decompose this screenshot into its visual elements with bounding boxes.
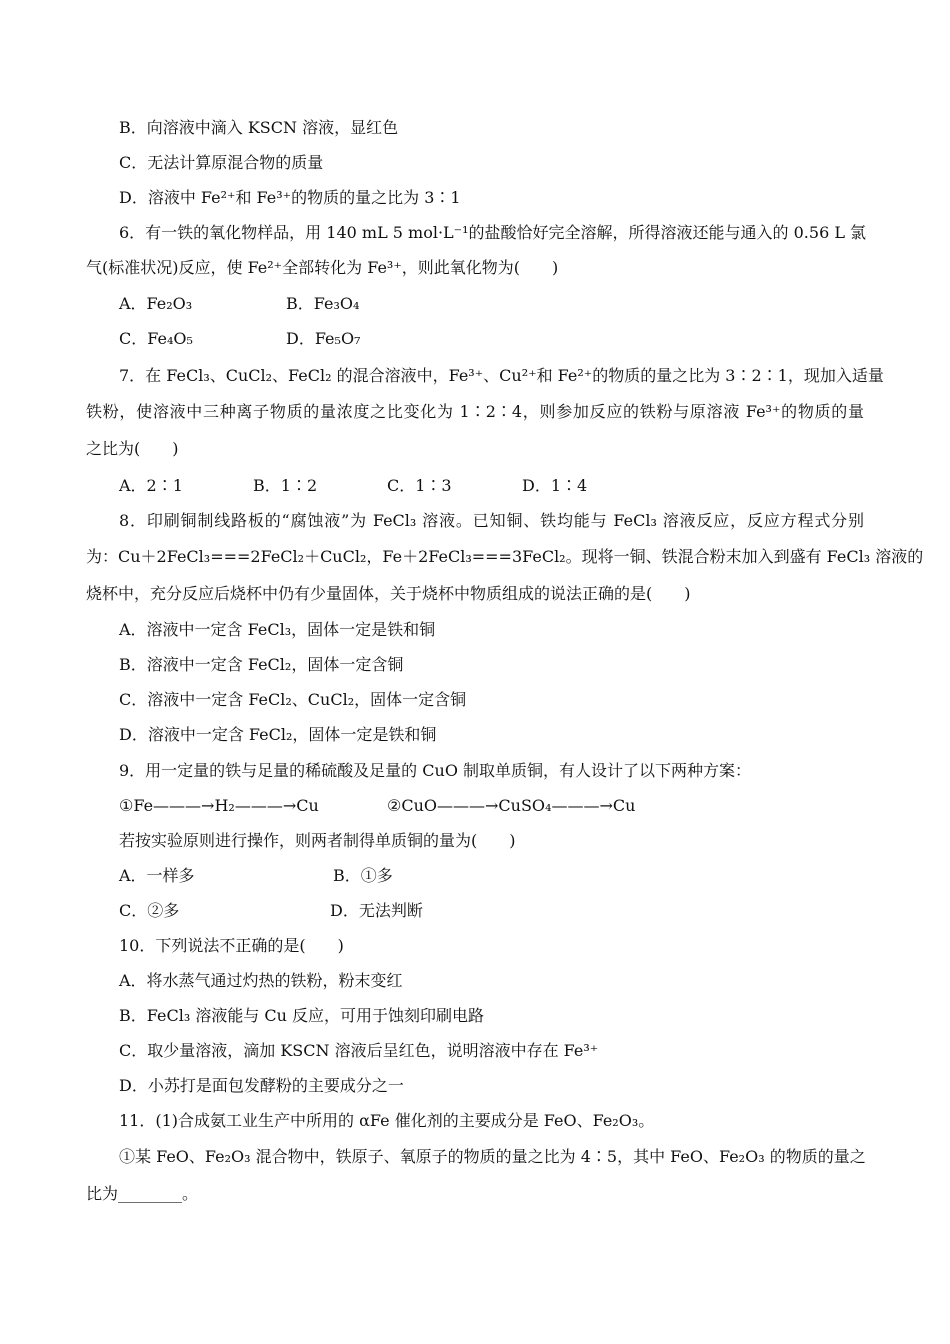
q11-sub1-line1: ①某 FeO、Fe₂O₃ 混合物中，铁原子、氧原子的物质的量之比为 4∶5，其中 FeO、Fe₂O₃ 的物质的量之 [119,1147,866,1166]
q7-option-c: C．1∶3 [387,476,452,495]
q7-option-b: B．1∶2 [253,476,318,495]
q9-option-a: A．一样多 [119,866,195,885]
q9-option-b: B．①多 [333,866,393,885]
q10-stem: 10．下列说法不正确的是( ) [119,936,344,955]
q5-option-d: D．溶液中 Fe²⁺和 Fe³⁺的物质的量之比为 3∶1 [119,188,461,207]
q6-option-c: C．Fe₄O₅ [119,329,193,348]
q8-option-d: D．溶液中一定含 FeCl₂，固体一定是铁和铜 [119,725,437,744]
q8-stem-line3: 烧杯中，充分反应后烧杯中仍有少量固体，关于烧杯中物质组成的说法正确的是( ) [86,584,691,603]
q11-sub1-line2: 比为________。 [86,1184,199,1203]
q7-stem-line3: 之比为( ) [86,439,179,458]
q10-option-c: C．取少量溶液，滴加 KSCN 溶液后呈红色，说明溶液中存在 Fe³⁺ [119,1041,599,1060]
q6-option-d: D．Fe₅O₇ [286,329,361,348]
q8-option-b: B．溶液中一定含 FeCl₂，固体一定含铜 [119,655,404,674]
q9-option-d: D．无法判断 [330,901,423,920]
q6-stem-line2: 气(标准状况)反应，使 Fe²⁺全部转化为 Fe³⁺，则此氧化物为( ) [86,258,559,277]
q7-option-d: D．1∶4 [522,476,588,495]
q5-option-c: C．无法计算原混合物的质量 [119,153,324,172]
q9-route-2: ②CuO———→CuSO₄———→Cu [387,796,636,815]
q9-stem-line2: 若按实验原则进行操作，则两者制得单质铜的量为( ) [119,831,516,850]
q11-stem-line1: 11．(1)合成氨工业生产中所用的 αFe 催化剂的主要成分是 FeO、Fe₂O₃。 [119,1111,655,1130]
q8-option-a: A．溶液中一定含 FeCl₃，固体一定是铁和铜 [119,620,436,639]
q6-option-b: B．Fe₃O₄ [286,294,360,313]
q10-option-b: B．FeCl₃ 溶液能与 Cu 反应，可用于蚀刻印刷电路 [119,1006,485,1025]
q5-option-b: B．向溶液中滴入 KSCN 溶液，显红色 [119,118,399,137]
q7-stem-line2: 铁粉，使溶液中三种离子物质的量浓度之比变化为 1∶2∶4，则参加反应的铁粉与原溶液 Fe³⁺的物质的量 [86,402,864,421]
q9-route-1: ①Fe———→H₂———→Cu [119,796,319,815]
q8-option-c: C．溶液中一定含 FeCl₂、CuCl₂，固体一定含铜 [119,690,467,709]
q7-option-a: A．2∶1 [119,476,183,495]
q8-stem-line1: 8．印刷铜制线路板的“腐蚀液”为 FeCl₃ 溶液。已知铜、铁均能与 FeCl₃ 溶液反应，反应方程式分别 [119,511,864,530]
q6-option-a: A．Fe₂O₃ [119,294,193,313]
q10-option-a: A．将水蒸气通过灼热的铁粉，粉末变红 [119,971,403,990]
q9-option-c: C．②多 [119,901,180,920]
q6-stem-line1: 6．有一铁的氧化物样品，用 140 mL 5 mol·L⁻¹的盐酸恰好完全溶解，所得溶液还能与通入的 0.56 L 氯 [119,223,867,242]
q10-option-d: D．小苏打是面包发酵粉的主要成分之一 [119,1076,404,1095]
q9-stem-line1: 9．用一定量的铁与足量的稀硫酸及足量的 CuO 制取单质铜，有人设计了以下两种方案： [119,761,752,780]
q7-stem-line1: 7．在 FeCl₃、CuCl₂、FeCl₂ 的混合溶液中，Fe³⁺、Cu²⁺和 Fe²⁺的物质的量之比为 3∶2∶1，现加入适量 [119,366,884,385]
q8-stem-line2: 为：Cu＋2FeCl₃===2FeCl₂＋CuCl₂，Fe＋2FeCl₃===3FeCl₂。现将一铜、铁混合粉末加入到盛有 FeCl₃ 溶液的 [86,547,924,566]
